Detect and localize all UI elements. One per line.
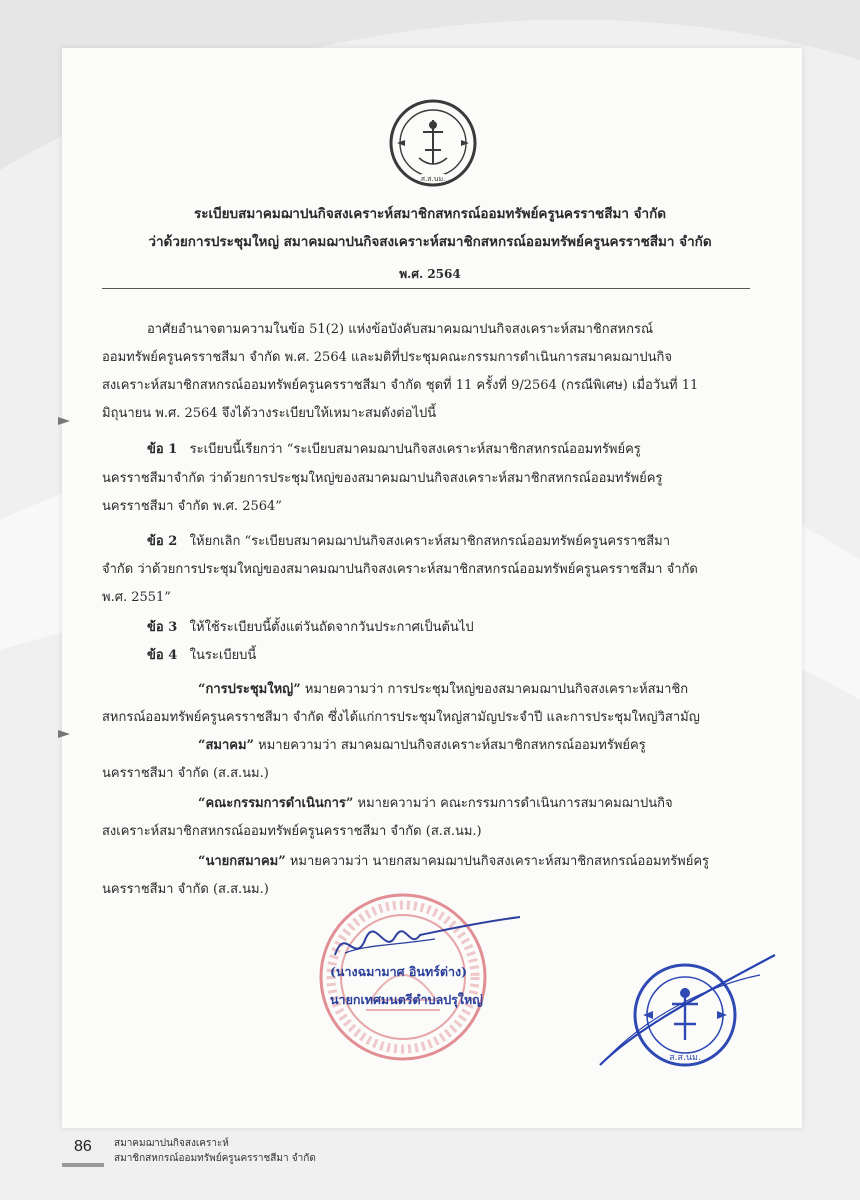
clause-4-line: [102, 642, 256, 670]
page-number: 86: [74, 1138, 92, 1155]
definition-3-line: สงเคราะห์สมาชิกสหกรณ์ออมทรัพย์ครูนครราชสีมา จำกัด (ส.ส.นม.): [102, 824, 482, 839]
definition-2-text: หมายความว่า สมาคมฌาปนกิจสงเคราะห์สมาชิกสหกรณ์ออมทรัพย์ครู: [254, 738, 646, 753]
definition-2-line: [102, 732, 646, 760]
signer-name: (นางฉมามาศ อินทร์ต่าง): [330, 964, 468, 979]
footer-organization: [114, 1136, 316, 1166]
definition-1-line: [102, 676, 688, 704]
preamble-line: อาศัยอำนาจตามความในข้อ 51(2) แห่งข้อบังคับสมาคมฌาปนกิจสงเคราะห์สมาชิกสหกรณ์: [147, 322, 654, 337]
definition-4-term: “นายกสมาคม”: [198, 854, 286, 869]
clause-2-line: [102, 528, 670, 556]
clause-2-line: พ.ศ. 2551”: [102, 590, 171, 605]
definition-2-line: นครราชสีมา จำกัด (ส.ส.นม.): [102, 766, 269, 781]
definition-4-line: [102, 848, 709, 876]
footer-accent-bar: [62, 1163, 104, 1167]
svg-text:ส.ส.นม.: ส.ส.นม.: [420, 175, 446, 183]
preamble-line: สงเคราะห์สมาชิกสหกรณ์ออมทรัพย์ครูนครราชสีมา จำกัด ชุดที่ 11 ครั้งที่ 9/2564 (กรณีพิเศษ) เมื่อวันที่ 11: [102, 378, 699, 393]
clause-1-line: นครราชสีมาจำกัด ว่าด้วยการประชุมใหญ่ของสมาคมฌาปนกิจสงเคราะห์สมาชิกสหกรณ์ออมทรัพย์ครู: [102, 471, 663, 486]
title-line-1: ระเบียบสมาคมฌาปนกิจสงเคราะห์สมาชิกสหกรณ์ออมทรัพย์ครูนครราชสีมา จำกัด: [193, 206, 667, 222]
title-line-2: ว่าด้วยการประชุมใหญ่ สมาคมฌาปนกิจสงเคราะห์สมาชิกสหกรณ์ออมทรัพย์ครูนครราชสีมา จำกัด: [148, 234, 712, 250]
association-seal-icon: [383, 98, 483, 188]
preamble-line: ออมทรัพย์ครูนครราชสีมา จำกัด พ.ศ. 2564 และมติที่ประชุมคณะกรรมการดำเนินการสมาคมฌาปนกิจ: [102, 350, 673, 365]
clause-2-label: ข้อ 2: [147, 534, 178, 549]
definition-3-term: “คณะกรรมการดำเนินการ”: [198, 796, 354, 811]
title-divider: [102, 288, 750, 289]
clause-3-line: [102, 614, 474, 642]
signer-title: นายกเทศมนตรีตำบลปรุใหญ่: [330, 992, 483, 1007]
title-year: พ.ศ. 2564: [399, 267, 461, 281]
binding-hole-icon: [58, 728, 72, 740]
blue-stamp-label: ส.ส.นม.: [669, 1053, 701, 1063]
definition-2-term: “สมาคม”: [198, 738, 255, 753]
footer-org-line-1: สมาคมฌาปนกิจสงเคราะห์: [114, 1138, 229, 1149]
definition-1-term: “การประชุมใหญ่”: [198, 682, 301, 697]
binding-hole-icon: [58, 415, 72, 427]
clause-3-label: ข้อ 3: [147, 620, 178, 635]
preamble-line: มิถุนายน พ.ศ. 2564 จึงได้วางระเบียบให้เหมาะสมดังต่อไปนี้: [102, 406, 437, 421]
definition-3-line: [102, 790, 673, 818]
footer-org-line-2: สมาชิกสหกรณ์ออมทรัพย์ครูนครราชสีมา จำกัด: [114, 1153, 316, 1164]
clause-1-label: ข้อ 1: [147, 442, 178, 457]
clause-4-label: ข้อ 4: [147, 648, 178, 663]
clause-1-text: ระเบียบนี้เรียกว่า “ระเบียบสมาคมฌาปนกิจสงเคราะห์สมาชิกสหกรณ์ออมทรัพย์ครู: [189, 442, 641, 457]
signature-stroke: [590, 945, 780, 1075]
definition-4-line: นครราชสีมา จำกัด (ส.ส.นม.): [102, 882, 269, 897]
definition-1-text: หมายความว่า การประชุมใหญ่ของสมาคมฌาปนกิจสงเคราะห์สมาชิก: [300, 682, 689, 697]
definition-1-line: สหกรณ์ออมทรัพย์ครูนครราชสีมา จำกัด ซึ่งได้แก่การประชุมใหญ่สามัญประจำปี และการประชุมใหญ่วิสามัญ: [102, 710, 700, 725]
clause-4-text: ในระเบียบนี้: [189, 648, 257, 663]
clause-3-text: ให้ใช้ระเบียบนี้ตั้งแต่วันถัดจากวันประกาศเป็นต้นไป: [189, 620, 474, 635]
clause-1-line: [102, 436, 641, 464]
definition-3-text: หมายความว่า คณะกรรมการดำเนินการสมาคมฌาปนกิจ: [353, 796, 673, 811]
clause-2-text: ให้ยกเลิก “ระเบียบสมาคมฌาปนกิจสงเคราะห์สมาชิกสหกรณ์ออมทรัพย์ครูนครราชสีมา: [189, 534, 671, 549]
clause-2-line: จำกัด ว่าด้วยการประชุมใหญ่ของสมาคมฌาปนกิจสงเคราะห์สมาชิกสหกรณ์ออมทรัพย์ครูนครราชสีมา จำกัด: [102, 562, 698, 577]
document-title-block: [100, 200, 760, 288]
definition-4-text: หมายความว่า นายกสมาคมฌาปนกิจสงเคราะห์สมาชิกสหกรณ์ออมทรัพย์ครู: [285, 854, 710, 869]
clause-1-line: นครราชสีมา จำกัด พ.ศ. 2564”: [102, 499, 282, 514]
